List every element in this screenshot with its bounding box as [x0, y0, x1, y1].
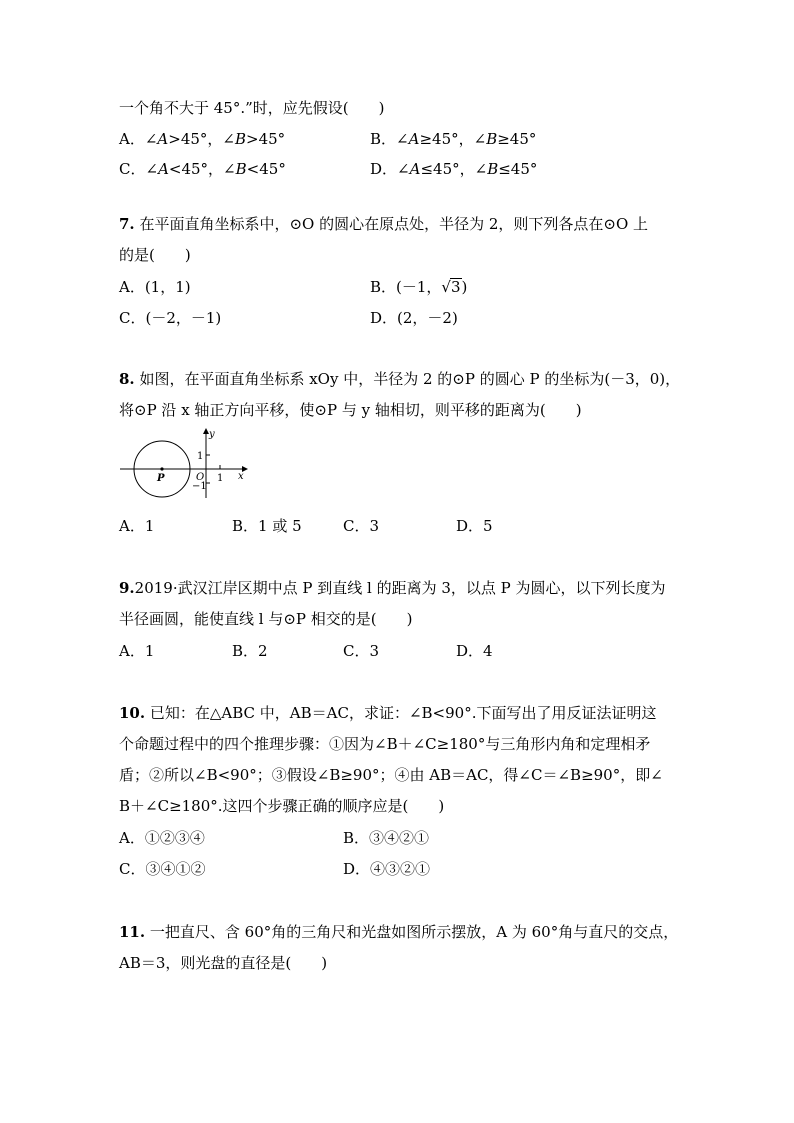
q8-stem-line2: 将⊙P 沿 x 轴正方向平移，使⊙P 与 y 轴相切，则平移的距离为( ) — [119, 401, 582, 419]
q11-number: 11. — [119, 923, 146, 941]
q11-stem-line2: AB＝3，则光盘的直径是( ) — [119, 954, 328, 972]
q9-option-c[interactable]: C．3 — [343, 642, 380, 660]
origin-label: O — [196, 472, 205, 483]
q6-option-c[interactable]: C．∠A<45°，∠B<45° — [119, 160, 286, 178]
q10-stem-line1: 10. 已知：在△ABC 中，AB＝AC，求证：∠B<90°.下面写出了用反证法证明这 — [119, 704, 657, 722]
q9-option-b[interactable]: B．2 — [232, 642, 268, 660]
q7-option-a[interactable]: A．(1，1) — [119, 278, 191, 296]
q9-number: 9. — [119, 579, 135, 597]
q8-option-c[interactable]: C．3 — [343, 517, 380, 535]
q8-number: 8. — [119, 370, 135, 388]
q11-stem-line1: 11. 一把直尺、含 60°角的三角尺和光盘如图所示摆放，A 为 60°角与直尺的交点， — [119, 923, 679, 941]
q8-coordinate-figure — [116, 426, 256, 502]
q7-option-d[interactable]: D．(2，－2) — [370, 309, 458, 327]
q10-option-a[interactable]: A．①②③④ — [119, 829, 205, 847]
q8-option-b[interactable]: B．1 或 5 — [232, 517, 302, 535]
q10-stem-line4: B＋∠C≥180°.这四个步骤正确的顺序应是( ) — [119, 797, 445, 815]
q10-stem-line3: 盾；②所以∠B<90°；③假设∠B≥90°；④由 AB＝AC，得∠C＝∠B≥90°，即∠ — [119, 766, 663, 784]
y-axis-label: y — [209, 429, 215, 440]
y-tick-1-label: 1 — [197, 451, 204, 462]
q8-option-d[interactable]: D．5 — [456, 517, 493, 535]
x-tick-1-label: 1 — [217, 473, 224, 484]
q6-option-d[interactable]: D．∠A≤45°，∠B≤45° — [370, 160, 538, 178]
q9-option-d[interactable]: D．4 — [456, 642, 493, 660]
q8-option-a[interactable]: A．1 — [119, 517, 155, 535]
q7-option-b[interactable]: B．(－1，√3) — [370, 278, 468, 296]
q7-number: 7. — [119, 215, 135, 233]
q10-number: 10. — [119, 704, 146, 722]
q10-stem-line2: 个命题过程中的四个推理步骤：①因为∠B＋∠C≥180°与三角形内角和定理相矛 — [119, 735, 651, 753]
q7-stem-line1: 7. 在平面直角坐标系中，⊙O 的圆心在原点处，半径为 2，则下列各点在⊙O 上 — [119, 215, 649, 233]
q9-stem-line2: 半径画圆，能使直线 l 与⊙P 相交的是( ) — [119, 610, 413, 628]
q10-option-b[interactable]: B．③④②① — [343, 829, 430, 847]
q10-option-d[interactable]: D．④③②① — [343, 860, 431, 878]
q9-stem-line1: 9.2019·武汉江岸区期中点 P 到直线 l 的距离为 3，以点 P 为圆心，以下列长度为 — [119, 579, 666, 597]
q6-option-b[interactable]: B．∠A≥45°，∠B≥45° — [370, 130, 537, 148]
x-axis-label: x — [238, 471, 244, 482]
y-tick-neg1-label: −1 — [192, 481, 207, 492]
q7-option-c[interactable]: C．(－2，－1) — [119, 309, 222, 327]
q10-option-c[interactable]: C．③④①② — [119, 860, 206, 878]
q9-option-a[interactable]: A．1 — [119, 642, 155, 660]
center-point-p — [160, 467, 163, 470]
center-p-label: P — [157, 473, 165, 484]
q6-stem-tail: 一个角不大于 45°.”时，应先假设( ) — [119, 99, 385, 117]
q7-stem-line2: 的是( ) — [119, 246, 191, 264]
q6-option-a[interactable]: A．∠A>45°，∠B>45° — [119, 130, 286, 148]
sqrt-icon: √ — [441, 278, 451, 296]
q8-stem-line1: 8. 如图，在平面直角坐标系 xOy 中，半径为 2 的⊙P 的圆心 P 的坐标为(－3，0)， — [119, 370, 681, 388]
